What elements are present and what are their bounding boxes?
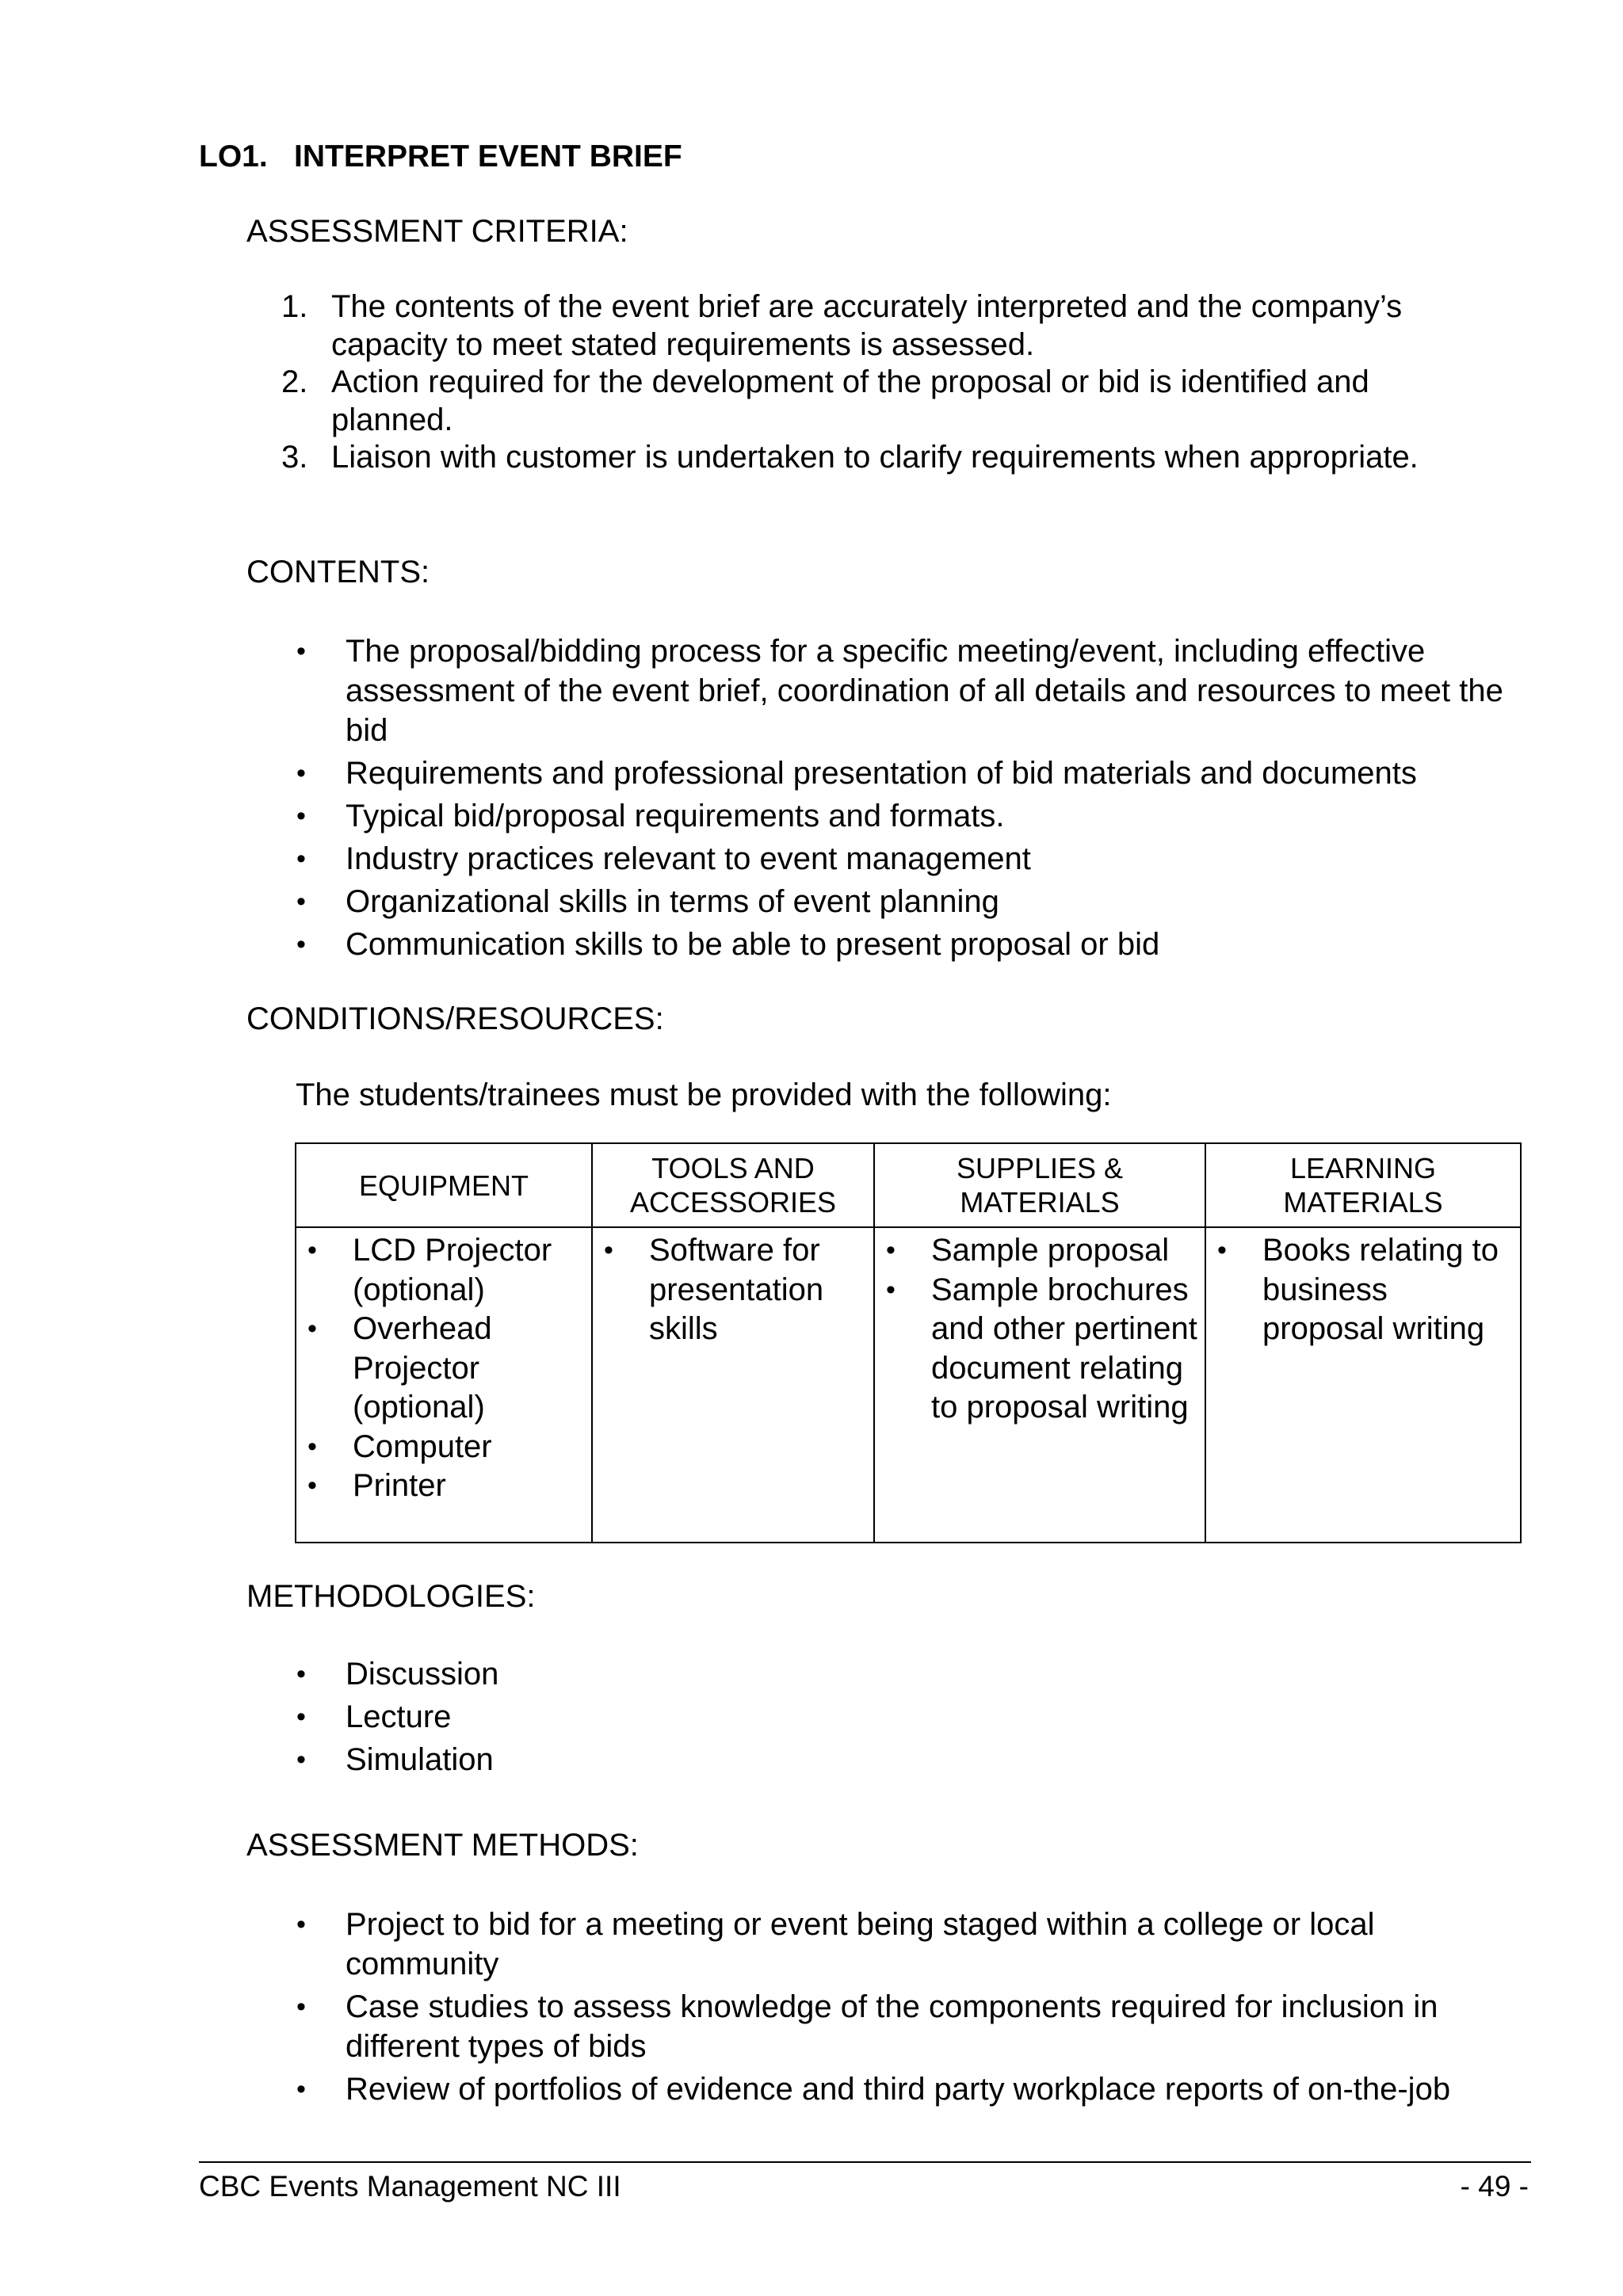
criteria-item	[281, 439, 1470, 477]
list-item	[294, 1740, 1245, 1779]
list-item-text: Simulation	[346, 1742, 494, 1777]
bullet-icon: •	[1217, 1235, 1227, 1265]
criteria-item	[281, 364, 1470, 439]
list-item	[294, 1905, 1507, 1984]
bullet-icon: •	[296, 758, 306, 788]
bullet-icon: •	[296, 1909, 306, 1939]
list-item	[881, 1231, 1200, 1271]
list-item	[294, 753, 1514, 793]
list-item-text: Discussion	[346, 1657, 499, 1691]
bullet-icon: •	[296, 1702, 306, 1732]
contents-list	[294, 631, 1514, 967]
list-item	[294, 1654, 1245, 1694]
list-item	[303, 1231, 586, 1310]
list-item	[303, 1466, 586, 1506]
bullet-icon: •	[886, 1235, 896, 1265]
list-item-text: Requirements and professional presentation of bid materials and documents	[346, 756, 1417, 791]
list-item	[294, 882, 1514, 921]
footer-divider	[199, 2161, 1531, 2163]
table-row	[296, 1227, 1521, 1543]
bullet-icon: •	[307, 1470, 317, 1501]
assessment-methods-list	[294, 1905, 1507, 2112]
list-item	[303, 1428, 586, 1467]
bullet-icon: •	[296, 801, 306, 831]
bullet-icon: •	[307, 1431, 317, 1462]
list-item-text: Sample brochures and other pertinent document relating to proposal writing	[931, 1272, 1197, 1425]
column-header-equipment: EQUIPMENT	[296, 1143, 592, 1227]
page-number: - 49 -	[1460, 2170, 1529, 2203]
list-item-text: Organizational skills in terms of event planning	[346, 884, 999, 919]
bullet-icon: •	[296, 1992, 306, 2022]
list-item-text: Review of portfolios of evidence and third party workplace reports of on-the-job	[346, 2072, 1451, 2107]
bullet-icon: •	[886, 1274, 896, 1305]
list-item-text: LCD Projector (optional)	[353, 1233, 552, 1307]
list-item-text: Project to bid for a meeting or event being staged within a college or local community	[346, 1907, 1375, 1981]
list-item	[294, 1697, 1245, 1737]
criteria-text: Liaison with customer is undertaken to clarify requirements when appropriate.	[331, 440, 1419, 475]
contents-heading: CONTENTS:	[246, 555, 430, 589]
list-item	[881, 1271, 1200, 1428]
criteria-item	[281, 288, 1470, 364]
criteria-text: Action required for the development of the proposal or bid is identified and planned.	[331, 364, 1369, 437]
supplies-cell	[874, 1227, 1205, 1543]
bullet-icon: •	[604, 1235, 613, 1265]
criteria-number: 2.	[281, 364, 308, 399]
resources-table	[295, 1142, 1522, 1543]
tools-cell	[592, 1227, 874, 1543]
bullet-icon: •	[296, 1659, 306, 1689]
list-item	[294, 631, 1514, 750]
list-item-text: Software for presentation skills	[649, 1233, 824, 1346]
equipment-cell	[296, 1227, 592, 1543]
list-item-text: Books relating to business proposal writing	[1262, 1233, 1499, 1346]
footer-document-title: CBC Events Management NC III	[199, 2170, 621, 2203]
list-item	[599, 1231, 869, 1349]
criteria-number: 3.	[281, 440, 308, 475]
list-item-text: Printer	[353, 1468, 446, 1503]
list-item-text: Overhead Projector (optional)	[353, 1311, 492, 1425]
bullet-icon: •	[296, 636, 306, 666]
lo-number: LO1.	[199, 139, 268, 174]
list-item-text: Lecture	[346, 1699, 452, 1734]
list-item	[1212, 1231, 1515, 1349]
table-header-row	[296, 1143, 1521, 1227]
methodologies-heading: METHODOLOGIES:	[246, 1579, 536, 1614]
bullet-icon: •	[307, 1314, 317, 1344]
list-item	[294, 796, 1514, 836]
list-item-text: Case studies to assess knowledge of the components required for inclusion in different types of bids	[346, 1989, 1438, 2064]
criteria-number: 1.	[281, 289, 308, 324]
bullet-icon: •	[296, 844, 306, 874]
list-item	[294, 1987, 1507, 2066]
list-item	[303, 1310, 586, 1428]
list-item	[294, 2069, 1507, 2109]
conditions-heading: CONDITIONS/RESOURCES:	[246, 1001, 664, 1036]
column-header-tools: TOOLS AND ACCESSORIES	[592, 1143, 874, 1227]
bullet-icon: •	[296, 929, 306, 959]
assessment-criteria-list	[281, 288, 1470, 477]
list-item-text: Communication skills to be able to present proposal or bid	[346, 927, 1160, 962]
assessment-methods-heading: ASSESSMENT METHODS:	[246, 1828, 639, 1863]
assessment-criteria-heading: ASSESSMENT CRITERIA:	[246, 214, 628, 249]
list-item-text: Computer	[353, 1428, 492, 1464]
criteria-text: The contents of the event brief are accurately interpreted and the company’s capacity to meet stated requirements is assessed.	[331, 289, 1403, 362]
lo-title	[199, 138, 682, 176]
list-item	[294, 839, 1514, 879]
conditions-intro: The students/trainees must be provided with the following:	[296, 1077, 1112, 1112]
list-item-text: Industry practices relevant to event management	[346, 841, 1031, 876]
column-header-supplies: SUPPLIES & MATERIALS	[874, 1143, 1205, 1227]
bullet-icon: •	[307, 1235, 317, 1265]
column-header-learning-materials: LEARNING MATERIALS	[1205, 1143, 1521, 1227]
list-item-text: The proposal/bidding process for a specific meeting/event, including effective assessment of the event brief, coordination of all details and resources to meet the bid	[346, 634, 1503, 748]
methodologies-list	[294, 1654, 1245, 1783]
learning-materials-cell	[1205, 1227, 1521, 1543]
lo-title-text: INTERPRET EVENT BRIEF	[294, 139, 682, 174]
bullet-icon: •	[296, 1745, 306, 1775]
bullet-icon: •	[296, 2074, 306, 2104]
bullet-icon: •	[296, 887, 306, 917]
list-item-text: Sample proposal	[931, 1233, 1170, 1268]
list-item	[294, 925, 1514, 964]
list-item-text: Typical bid/proposal requirements and formats.	[346, 799, 1005, 833]
